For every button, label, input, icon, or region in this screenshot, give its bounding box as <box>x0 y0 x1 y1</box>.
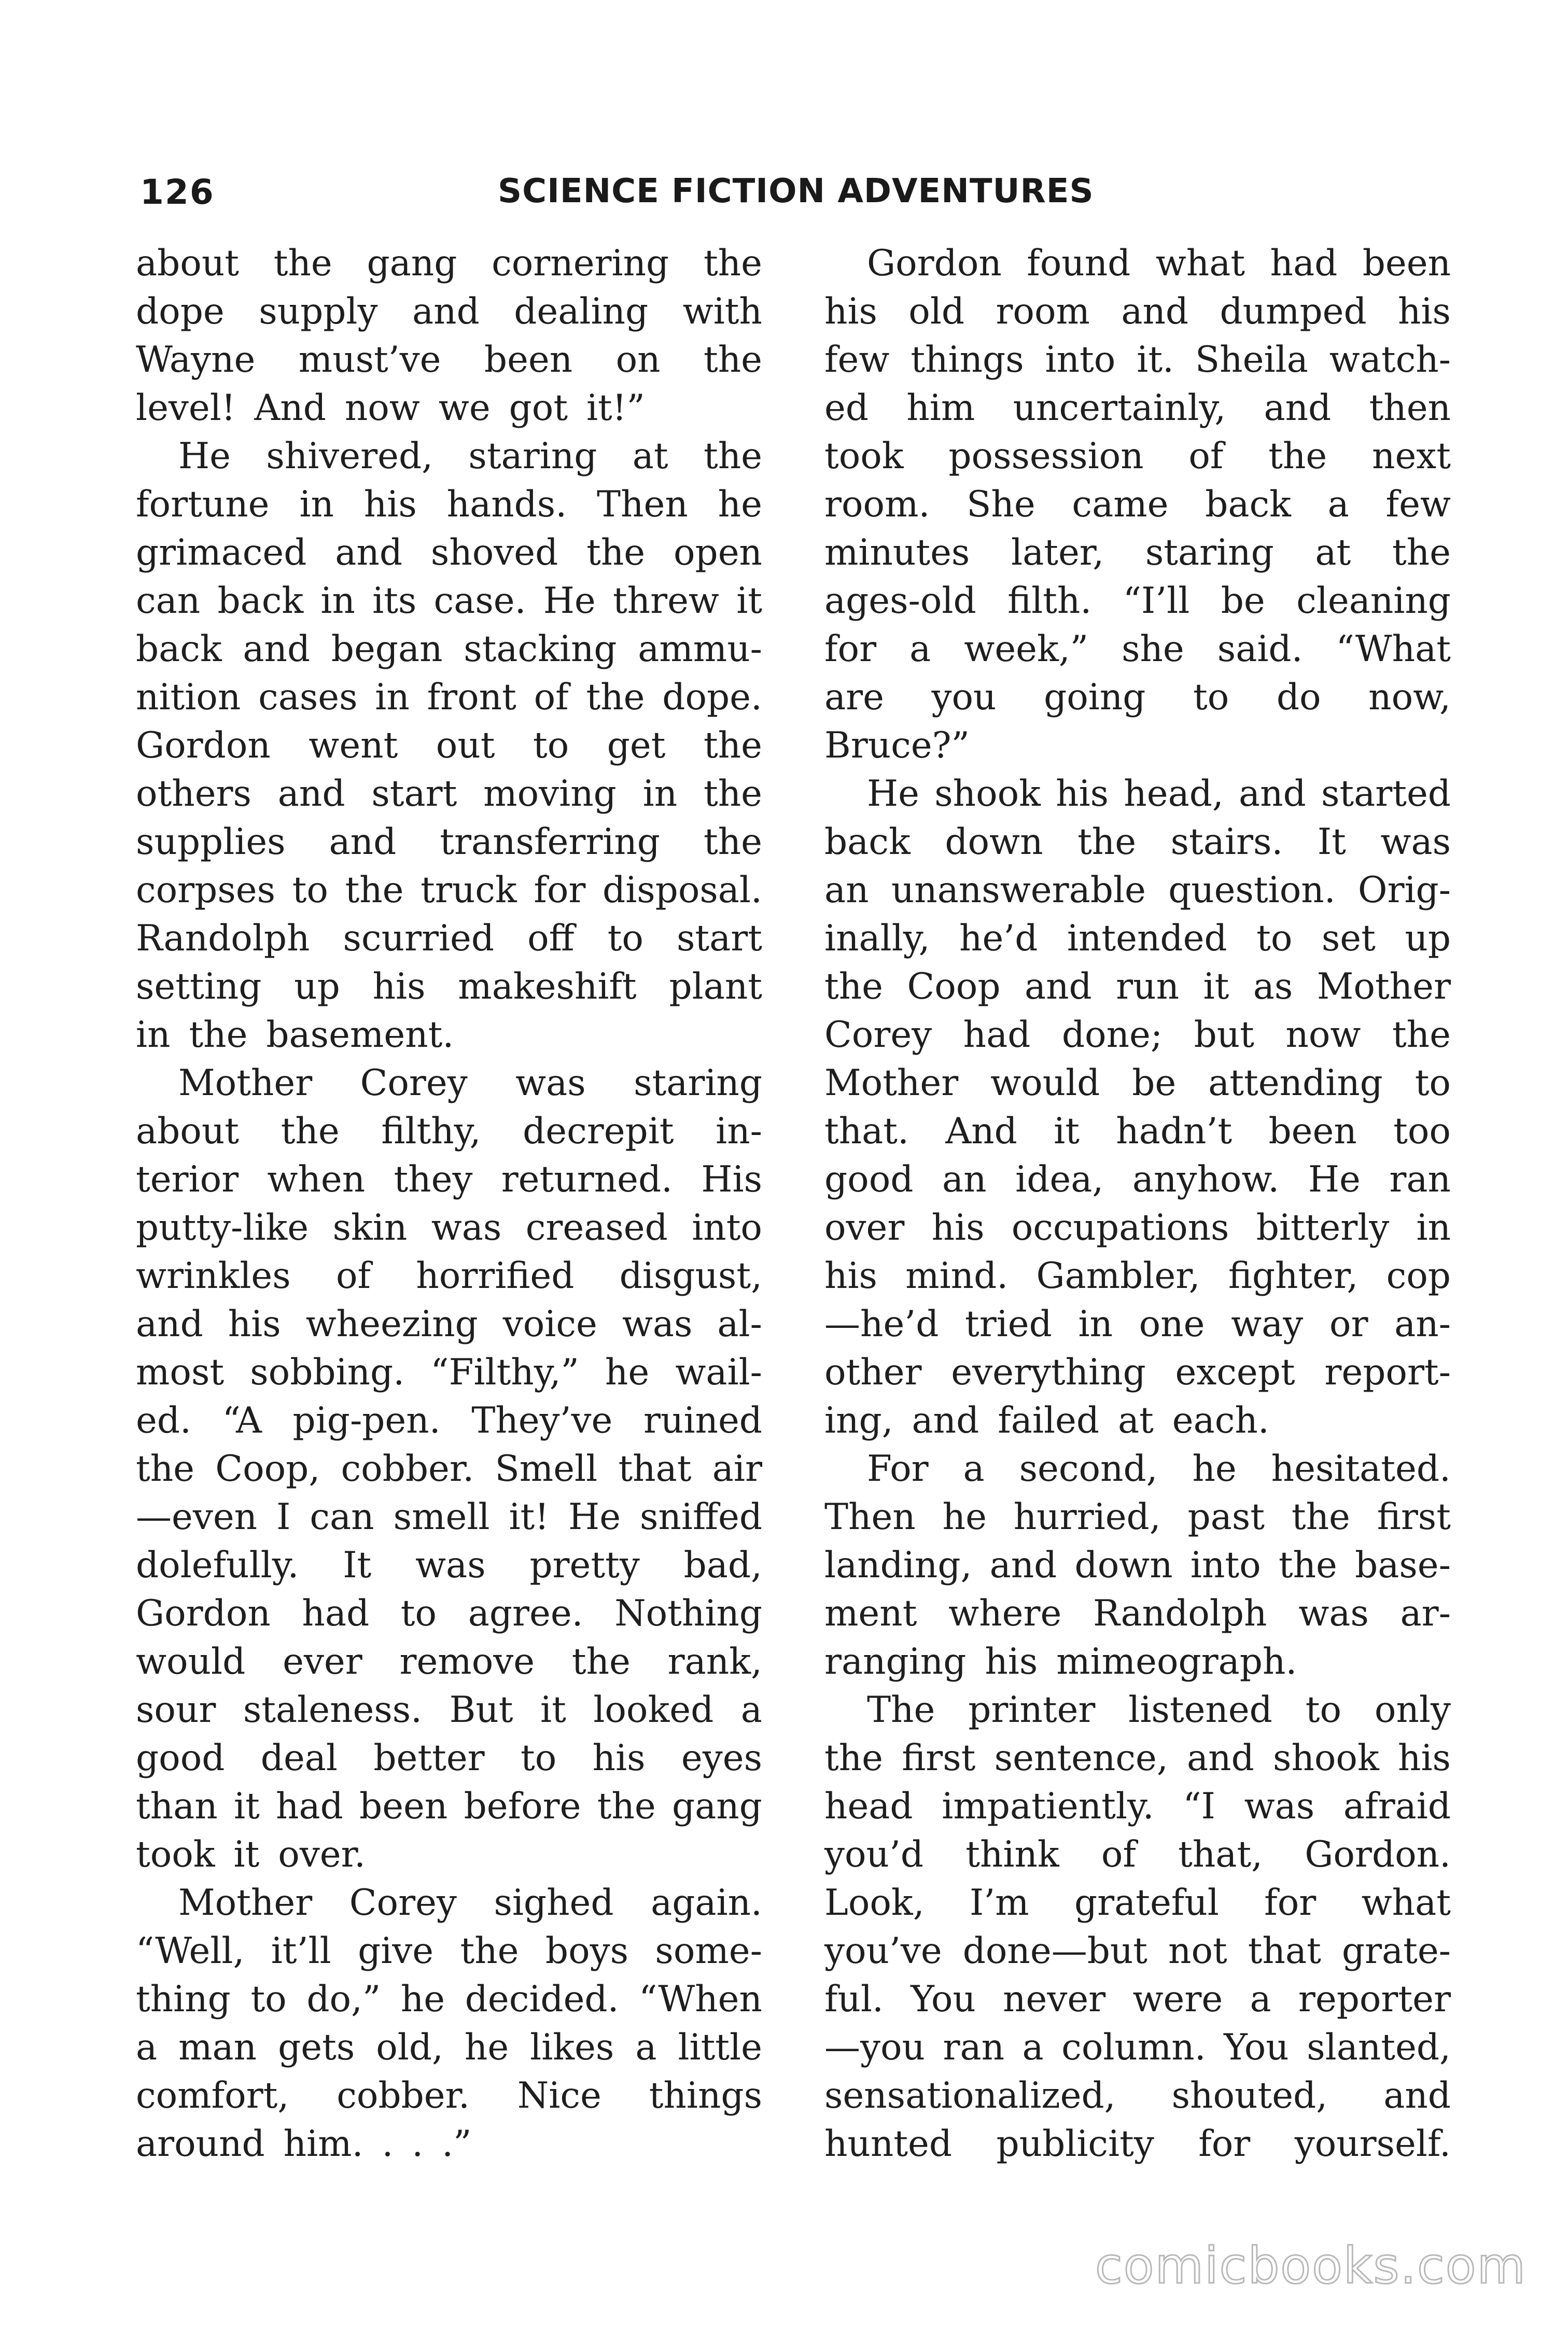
text-line: are you going to do now, <box>824 677 1451 718</box>
watermark-logo: comicbooks.com <box>1095 2237 1527 2295</box>
text-line: dope supply and dealing with <box>136 291 762 332</box>
text-line: about the filthy, decrepit in- <box>136 1111 762 1152</box>
text-line: his mind. Gambler, fighter, cop <box>824 1255 1451 1297</box>
text-line: —you ran a column. You slanted, <box>824 2027 1451 2068</box>
page-number: 126 <box>140 172 215 212</box>
text-line: corpses to the truck for disposal. <box>136 870 762 911</box>
text-line: Bruce?” <box>824 725 970 766</box>
text-line: took it over. <box>136 1834 366 1875</box>
text-line: ing, and failed at each. <box>824 1400 1269 1441</box>
text-line: than it had been before the gang <box>136 1786 762 1827</box>
text-line: you’ve done—but not that grate- <box>824 1930 1451 1972</box>
text-line: you’d think of that, Gordon. <box>824 1834 1451 1875</box>
text-line: supplies and transferring the <box>136 821 762 863</box>
text-column-left <box>136 240 762 2168</box>
text-line: —he’d tried in one way or an- <box>824 1303 1451 1345</box>
text-line: in the basement. <box>136 1014 454 1056</box>
text-line: comfort, cobber. Nice things <box>136 2075 762 2116</box>
text-line: other everything except report- <box>824 1352 1451 1393</box>
text-line: ed. “A pig-pen. They’ve ruined <box>136 1400 762 1441</box>
text-line: others and start moving in the <box>136 773 762 815</box>
text-line: about the gang cornering the <box>136 243 762 284</box>
text-line: back down the stairs. It was <box>824 821 1451 863</box>
text-line: head impatiently. “I was afraid <box>824 1786 1451 1827</box>
text-line: took possession of the next <box>824 436 1451 477</box>
text-line: Gordon found what had been <box>867 243 1451 284</box>
text-line: the Coop and run it as Mother <box>824 966 1451 1007</box>
text-line: ranging his mimeograph. <box>824 1641 1297 1683</box>
text-line: Look, I’m grateful for what <box>824 1882 1451 1924</box>
text-line: nition cases in front of the dope. <box>136 677 762 718</box>
text-line: fortune in his hands. Then he <box>136 484 762 525</box>
text-line: level! And now we got it!” <box>136 387 645 429</box>
text-line: the first sentence, and shook his <box>824 1737 1451 1779</box>
text-line: over his occupations bitterly in <box>824 1207 1451 1249</box>
text-line: dolefully. It was pretty bad, <box>136 1545 762 1586</box>
text-line: that. And it hadn’t been too <box>824 1111 1451 1152</box>
text-line: inally, he’d intended to set up <box>824 918 1451 959</box>
text-line: ful. You never were a reporter <box>824 1979 1451 2020</box>
text-line: ment where Randolph was ar- <box>824 1593 1451 1634</box>
text-line: terior when they returned. His <box>136 1159 762 1200</box>
text-line: Mother Corey was staring <box>178 1062 762 1104</box>
text-line: most sobbing. “Filthy,” he wail- <box>136 1352 762 1393</box>
text-line: good an idea, anyhow. He ran <box>824 1159 1451 1200</box>
running-head: SCIENCE FICTION ADVENTURES <box>498 172 1094 211</box>
text-line: Mother Corey sighed again. <box>178 1882 762 1924</box>
text-line: ed him uncertainly, and then <box>824 387 1451 429</box>
text-line: setting up his makeshift plant <box>136 966 762 1007</box>
text-line: and his wheezing voice was al- <box>136 1303 762 1345</box>
text-line: wrinkles of horrified disgust, <box>136 1255 762 1297</box>
text-line: —even I can smell it! He sniffed <box>136 1496 762 1538</box>
text-line: few things into it. Sheila watch- <box>824 339 1451 381</box>
text-line: sour staleness. But it looked a <box>136 1689 762 1731</box>
text-line: an unanswerable question. Orig- <box>824 870 1451 911</box>
text-line: grimaced and shoved the open <box>136 532 762 573</box>
text-line: room. She came back a few <box>824 484 1451 525</box>
text-line: thing to do,” he decided. “When <box>136 1979 762 2020</box>
text-line: landing, and down into the base- <box>824 1545 1451 1586</box>
text-line: Gordon went out to get the <box>136 725 762 766</box>
text-line: Mother would be attending to <box>824 1062 1451 1104</box>
text-line: his old room and dumped his <box>824 291 1451 332</box>
text-line: Gordon had to agree. Nothing <box>136 1593 762 1634</box>
text-line: Randolph scurried off to start <box>136 918 762 959</box>
text-column-right <box>824 240 1451 2168</box>
text-line: a man gets old, he likes a little <box>136 2027 762 2068</box>
text-line: back and began stacking ammu- <box>136 628 762 670</box>
text-line: would ever remove the rank, <box>136 1641 762 1683</box>
text-line: the Coop, cobber. Smell that air <box>136 1448 762 1490</box>
text-line: around him. . . .” <box>136 2123 472 2165</box>
text-line: minutes later, staring at the <box>824 532 1451 573</box>
text-line: For a second, he hesitated. <box>867 1448 1451 1490</box>
text-line: “Well, it’ll give the boys some- <box>136 1930 762 1972</box>
text-line: He shook his head, and started <box>867 773 1451 815</box>
text-line: The printer listened to only <box>867 1689 1451 1731</box>
text-line: Then he hurried, past the first <box>824 1496 1451 1538</box>
text-line: sensationalized, shouted, and <box>824 2075 1451 2116</box>
text-line: Corey had done; but now the <box>824 1014 1451 1056</box>
text-line: Wayne must’ve been on the <box>136 339 762 381</box>
text-line: hunted publicity for yourself. <box>824 2123 1451 2165</box>
text-line: ages-old filth. “I’ll be cleaning <box>824 580 1451 622</box>
text-line: He shivered, staring at the <box>178 436 762 477</box>
text-line: good deal better to his eyes <box>136 1737 762 1779</box>
text-line: for a week,” she said. “What <box>824 628 1451 670</box>
text-line: putty-like skin was creased into <box>136 1207 762 1249</box>
text-line: can back in its case. He threw it <box>136 580 762 622</box>
